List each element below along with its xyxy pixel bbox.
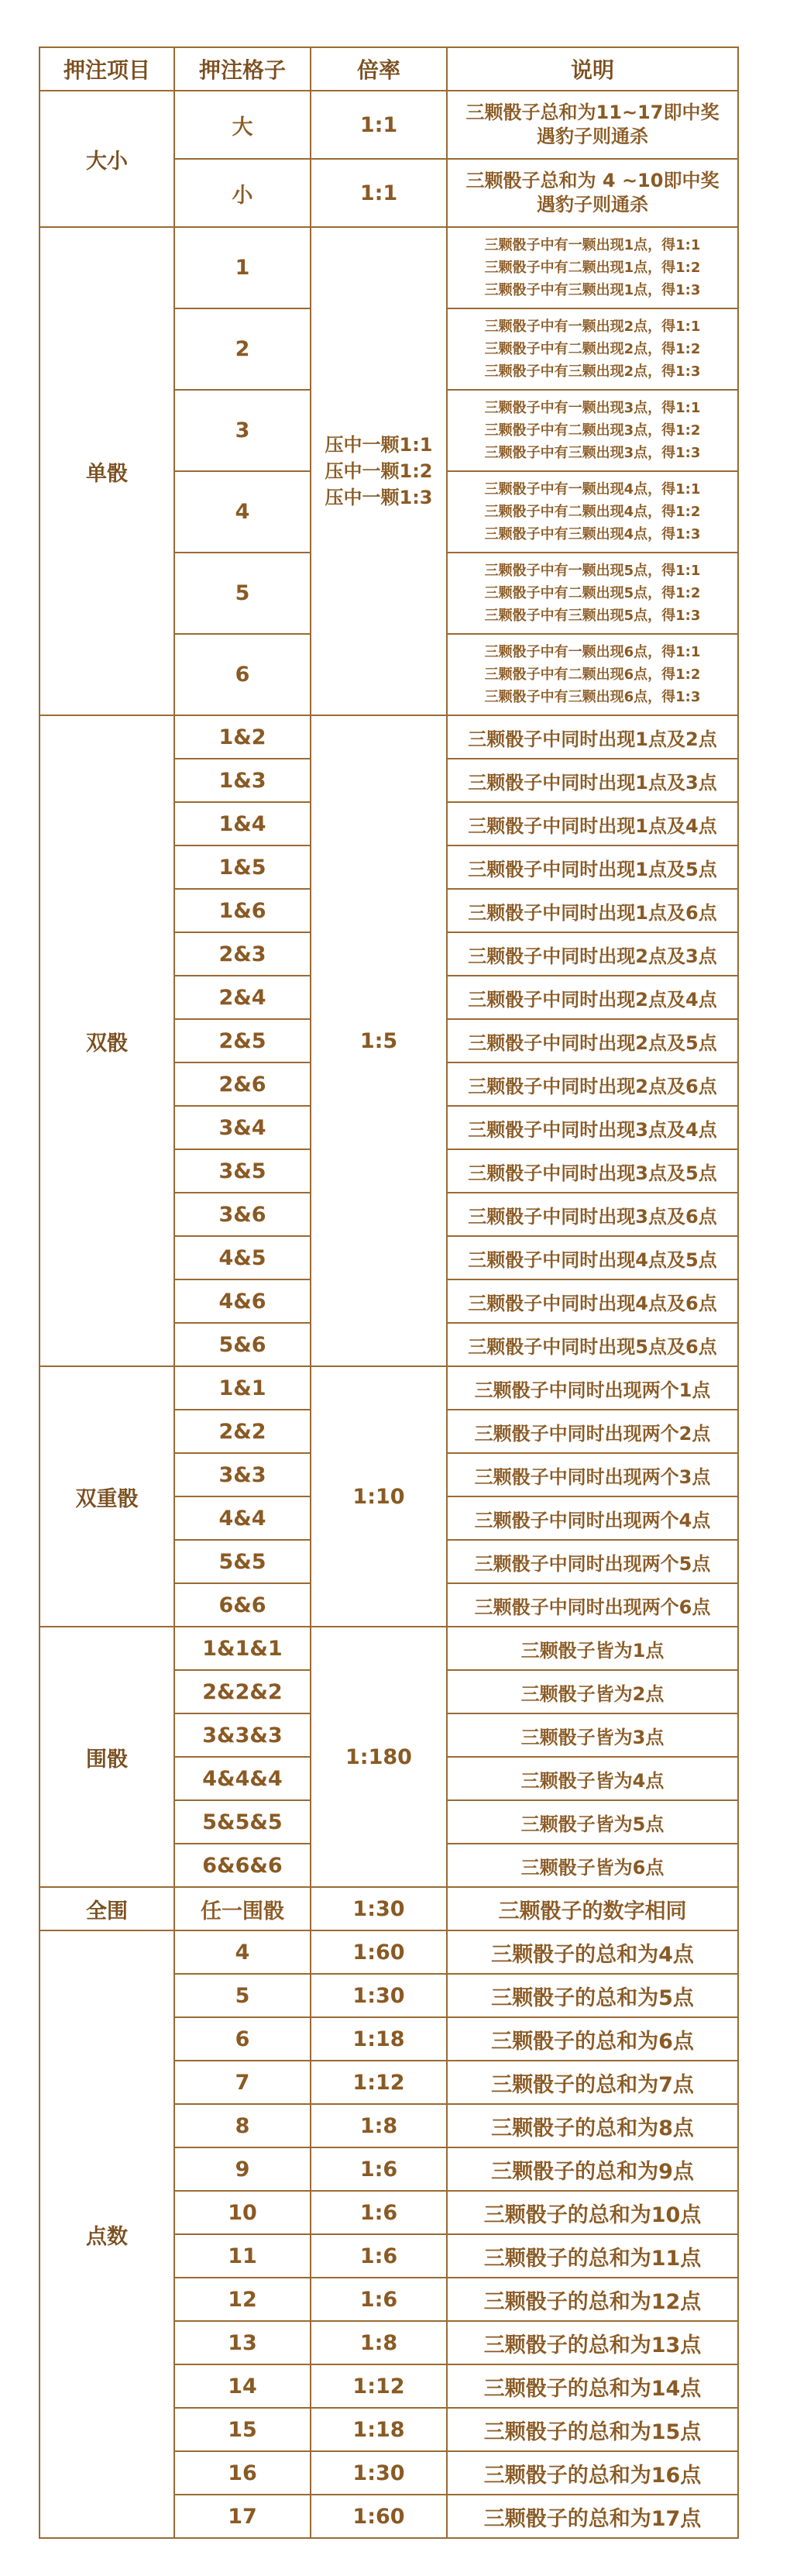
description-cell-line: 三颗骰子中有三颗出现2点，得1:3 xyxy=(484,363,701,380)
header-description: 说明 xyxy=(447,47,738,91)
description-cell-line: 三颗骰子中有二颗出现2点，得1:2 xyxy=(484,341,701,357)
description-cell-line: 三颗骰子中有二颗出现5点，得1:2 xyxy=(484,585,701,601)
header-bet-item: 押注项目 xyxy=(40,47,174,91)
description-cell-line: 三颗骰子中有三颗出现3点，得1:3 xyxy=(484,445,701,461)
table-row xyxy=(40,715,738,759)
bet-cell: 1&5 xyxy=(174,845,311,889)
payout-table-body xyxy=(40,47,738,2538)
description-cell-line: 三颗骰子中有一颗出现2点，得1:1 xyxy=(484,319,701,335)
description-cell-line: 三颗骰子中有三颗出现5点，得1:3 xyxy=(484,608,701,624)
description-cell xyxy=(447,471,738,553)
odds-cell: 1:8 xyxy=(311,2321,447,2364)
odds-cell: 1:30 xyxy=(311,1974,447,2017)
description-cell: 三颗骰子中同时出现1点及3点 xyxy=(447,759,738,802)
table-row xyxy=(40,227,738,308)
bet-cell: 4&5 xyxy=(174,1236,311,1279)
bet-cell: 4&4&4 xyxy=(174,1757,311,1800)
payout-table xyxy=(39,46,739,2539)
bet-cell: 2&5 xyxy=(174,1019,311,1062)
description-cell: 三颗骰子皆为1点 xyxy=(447,1627,738,1670)
table-row xyxy=(40,1366,738,1410)
table-header-row xyxy=(40,47,738,91)
header-odds: 倍率 xyxy=(311,47,447,91)
description-cell: 三颗骰子中同时出现两个5点 xyxy=(447,1540,738,1583)
description-cell: 三颗骰子皆为5点 xyxy=(447,1800,738,1844)
description-cell: 三颗骰子的总和为7点 xyxy=(447,2061,738,2104)
payout-table-container xyxy=(39,46,737,2539)
bet-cell: 2&3 xyxy=(174,932,311,976)
description-cell xyxy=(447,553,738,634)
odds-cell: 1:60 xyxy=(311,1930,447,1974)
description-cell-line: 三颗骰子中有一颗出现6点，得1:1 xyxy=(484,644,701,660)
bet-cell: 5&5 xyxy=(174,1540,311,1583)
description-cell-line: 三颗骰子中有二颗出现3点，得1:2 xyxy=(484,422,701,439)
odds-cell: 1:6 xyxy=(311,2278,447,2321)
bet-cell: 5&5&5 xyxy=(174,1800,311,1844)
category-any-triple: 全围 xyxy=(40,1887,174,1930)
bet-cell: 小 xyxy=(174,159,311,227)
bet-cell: 3&3&3 xyxy=(174,1713,311,1757)
bet-cell: 11 xyxy=(174,2234,311,2278)
description-cell-line: 三颗骰子总和为11~17即中奖 xyxy=(465,102,720,123)
odds-cell: 1:180 xyxy=(311,1627,447,1887)
description-cell: 三颗骰子的总和为12点 xyxy=(447,2278,738,2321)
bet-cell: 5 xyxy=(174,553,311,634)
description-cell: 三颗骰子中同时出现两个4点 xyxy=(447,1496,738,1540)
bet-cell: 1&4 xyxy=(174,802,311,845)
table-row xyxy=(40,1627,738,1670)
bet-cell: 大 xyxy=(174,91,311,159)
bet-cell: 3&4 xyxy=(174,1106,311,1149)
bet-cell: 6&6&6 xyxy=(174,1844,311,1887)
bet-cell: 4&6 xyxy=(174,1279,311,1323)
description-cell-line: 三颗骰子中有二颗出现4点，得1:2 xyxy=(484,504,701,520)
odds-cell: 1:5 xyxy=(311,715,447,1366)
table-row xyxy=(40,1887,738,1930)
bet-cell: 12 xyxy=(174,2278,311,2321)
description-cell: 三颗骰子的总和为16点 xyxy=(447,2451,738,2495)
bet-cell: 2&2&2 xyxy=(174,1670,311,1713)
bet-cell: 1&1&1 xyxy=(174,1627,311,1670)
category-double: 双骰 xyxy=(40,715,174,1366)
table-row xyxy=(40,91,738,159)
bet-cell: 6&6 xyxy=(174,1583,311,1627)
description-cell: 三颗骰子中同时出现3点及4点 xyxy=(447,1106,738,1149)
description-cell: 三颗骰子的总和为13点 xyxy=(447,2321,738,2364)
description-cell: 三颗骰子中同时出现3点及5点 xyxy=(447,1149,738,1193)
bet-cell: 1 xyxy=(174,227,311,308)
description-cell-line: 三颗骰子中有三颗出现4点，得1:3 xyxy=(484,526,701,542)
description-cell-line: 三颗骰子中有一颗出现4点，得1:1 xyxy=(484,481,701,498)
description-cell-line: 遇豹子则通杀 xyxy=(537,126,648,147)
description-cell: 三颗骰子中同时出现2点及4点 xyxy=(447,976,738,1019)
bet-cell: 15 xyxy=(174,2408,311,2451)
odds-cell-single xyxy=(311,227,447,715)
description-cell: 三颗骰子的总和为6点 xyxy=(447,2017,738,2061)
odds-cell: 1:30 xyxy=(311,1887,447,1930)
odds-cell-single-line: 压中一颗1:1 xyxy=(325,434,433,456)
odds-cell: 1:1 xyxy=(311,159,447,227)
bet-cell: 1&6 xyxy=(174,889,311,932)
description-cell: 三颗骰子中同时出现5点及6点 xyxy=(447,1323,738,1366)
category-single: 单骰 xyxy=(40,227,174,715)
bet-cell: 2 xyxy=(174,308,311,390)
odds-cell: 1:6 xyxy=(311,2234,447,2278)
bet-cell: 13 xyxy=(174,2321,311,2364)
odds-cell: 1:1 xyxy=(311,91,447,159)
odds-cell: 1:18 xyxy=(311,2408,447,2451)
odds-cell: 1:6 xyxy=(311,2191,447,2234)
bet-cell: 17 xyxy=(174,2495,311,2538)
odds-cell: 1:60 xyxy=(311,2495,447,2538)
description-cell: 三颗骰子的总和为9点 xyxy=(447,2147,738,2191)
description-cell-line: 三颗骰子中有二颗出现6点，得1:2 xyxy=(484,666,701,683)
description-cell-line: 三颗骰子中有二颗出现1点，得1:2 xyxy=(484,260,701,276)
description-cell xyxy=(447,159,738,227)
odds-cell: 1:8 xyxy=(311,2104,447,2147)
bet-cell: 2&4 xyxy=(174,976,311,1019)
description-cell: 三颗骰子中同时出现两个6点 xyxy=(447,1583,738,1627)
description-cell-line: 三颗骰子总和为 4 ~10即中奖 xyxy=(465,170,720,191)
bet-cell: 7 xyxy=(174,2061,311,2104)
bet-cell: 任一围骰 xyxy=(174,1887,311,1930)
bet-cell: 10 xyxy=(174,2191,311,2234)
description-cell-line: 三颗骰子中有三颗出现1点，得1:3 xyxy=(484,282,701,298)
bet-cell: 4 xyxy=(174,471,311,553)
description-cell: 三颗骰子中同时出现4点及5点 xyxy=(447,1236,738,1279)
description-cell: 三颗骰子中同时出现2点及3点 xyxy=(447,932,738,976)
category-triple: 围骰 xyxy=(40,1627,174,1887)
description-cell: 三颗骰子中同时出现两个2点 xyxy=(447,1410,738,1453)
description-cell: 三颗骰子的数字相同 xyxy=(447,1887,738,1930)
bet-cell: 8 xyxy=(174,2104,311,2147)
description-cell: 三颗骰子中同时出现2点及6点 xyxy=(447,1062,738,1106)
description-cell xyxy=(447,91,738,159)
description-cell: 三颗骰子中同时出现两个1点 xyxy=(447,1366,738,1410)
description-cell: 三颗骰子中同时出现1点及6点 xyxy=(447,889,738,932)
bet-cell: 9 xyxy=(174,2147,311,2191)
category-total: 点数 xyxy=(40,1930,174,2538)
bet-cell: 4&4 xyxy=(174,1496,311,1540)
description-cell: 三颗骰子皆为6点 xyxy=(447,1844,738,1887)
description-cell: 三颗骰子中同时出现3点及6点 xyxy=(447,1193,738,1236)
bet-cell: 3&6 xyxy=(174,1193,311,1236)
description-cell: 三颗骰子的总和为11点 xyxy=(447,2234,738,2278)
description-cell xyxy=(447,390,738,471)
bet-cell: 3 xyxy=(174,390,311,471)
description-cell: 三颗骰子的总和为10点 xyxy=(447,2191,738,2234)
bet-cell: 5&6 xyxy=(174,1323,311,1366)
description-cell: 三颗骰子皆为2点 xyxy=(447,1670,738,1713)
odds-cell: 1:10 xyxy=(311,1366,447,1627)
description-cell: 三颗骰子的总和为8点 xyxy=(447,2104,738,2147)
bet-cell: 14 xyxy=(174,2364,311,2408)
description-cell: 三颗骰子的总和为4点 xyxy=(447,1930,738,1974)
description-cell-line: 遇豹子则通杀 xyxy=(537,194,648,215)
bet-cell: 1&1 xyxy=(174,1366,311,1410)
bet-cell: 6 xyxy=(174,2017,311,2061)
bet-cell: 16 xyxy=(174,2451,311,2495)
description-cell: 三颗骰子皆为3点 xyxy=(447,1713,738,1757)
category-big-small: 大小 xyxy=(40,91,174,227)
description-cell xyxy=(447,308,738,390)
bet-cell: 3&5 xyxy=(174,1149,311,1193)
description-cell: 三颗骰子中同时出现4点及6点 xyxy=(447,1279,738,1323)
description-cell-line: 三颗骰子中有一颗出现1点，得1:1 xyxy=(484,237,701,253)
description-cell: 三颗骰子中同时出现1点及2点 xyxy=(447,715,738,759)
description-cell xyxy=(447,634,738,715)
odds-cell: 1:18 xyxy=(311,2017,447,2061)
bet-cell: 3&3 xyxy=(174,1453,311,1496)
bet-cell: 1&2 xyxy=(174,715,311,759)
description-cell-line: 三颗骰子中有一颗出现3点，得1:1 xyxy=(484,400,701,416)
description-cell: 三颗骰子的总和为17点 xyxy=(447,2495,738,2538)
description-cell: 三颗骰子中同时出现2点及5点 xyxy=(447,1019,738,1062)
bet-cell: 2&2 xyxy=(174,1410,311,1453)
description-cell-line: 三颗骰子中有一颗出现5点，得1:1 xyxy=(484,563,701,579)
category-double-pair: 双重骰 xyxy=(40,1366,174,1627)
description-cell: 三颗骰子中同时出现两个3点 xyxy=(447,1453,738,1496)
description-cell: 三颗骰子的总和为15点 xyxy=(447,2408,738,2451)
bet-cell: 2&6 xyxy=(174,1062,311,1106)
description-cell xyxy=(447,227,738,308)
odds-cell: 1:30 xyxy=(311,2451,447,2495)
table-row xyxy=(40,1930,738,1974)
description-cell: 三颗骰子的总和为14点 xyxy=(447,2364,738,2408)
description-cell: 三颗骰子皆为4点 xyxy=(447,1757,738,1800)
bet-cell: 6 xyxy=(174,634,311,715)
odds-cell: 1:12 xyxy=(311,2061,447,2104)
description-cell-line: 三颗骰子中有三颗出现6点，得1:3 xyxy=(484,689,701,705)
description-cell: 三颗骰子中同时出现1点及5点 xyxy=(447,845,738,889)
bet-cell: 4 xyxy=(174,1930,311,1974)
odds-cell: 1:6 xyxy=(311,2147,447,2191)
odds-cell-single-line: 压中一颗1:3 xyxy=(325,487,433,508)
description-cell: 三颗骰子中同时出现1点及4点 xyxy=(447,802,738,845)
odds-cell: 1:12 xyxy=(311,2364,447,2408)
odds-cell-single-line: 压中一颗1:2 xyxy=(325,460,433,482)
description-cell: 三颗骰子的总和为5点 xyxy=(447,1974,738,2017)
header-bet-cell: 押注格子 xyxy=(174,47,311,91)
bet-cell: 5 xyxy=(174,1974,311,2017)
bet-cell: 1&3 xyxy=(174,759,311,802)
